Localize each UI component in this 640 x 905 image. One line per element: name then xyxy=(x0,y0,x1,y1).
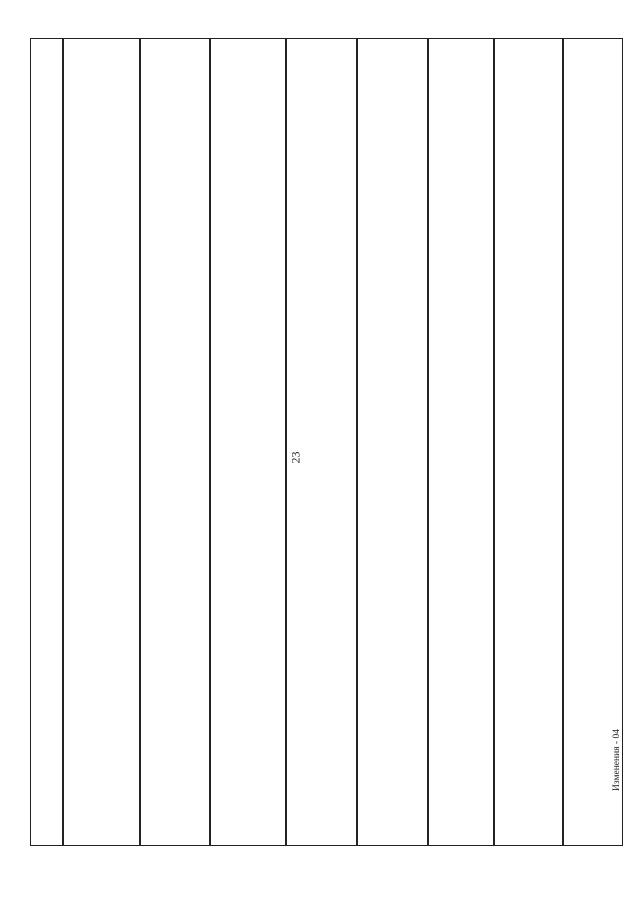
table-row xyxy=(357,38,428,846)
continuation-strip xyxy=(30,38,63,846)
table-row xyxy=(140,38,210,846)
table-row xyxy=(494,38,563,846)
table-row xyxy=(63,38,140,846)
table-row xyxy=(563,38,623,846)
footer-note: Изменения - 04 xyxy=(612,729,622,791)
table-row xyxy=(286,38,357,846)
table-row xyxy=(428,38,494,846)
table-row xyxy=(210,38,286,846)
page-number: 23 xyxy=(288,451,303,464)
